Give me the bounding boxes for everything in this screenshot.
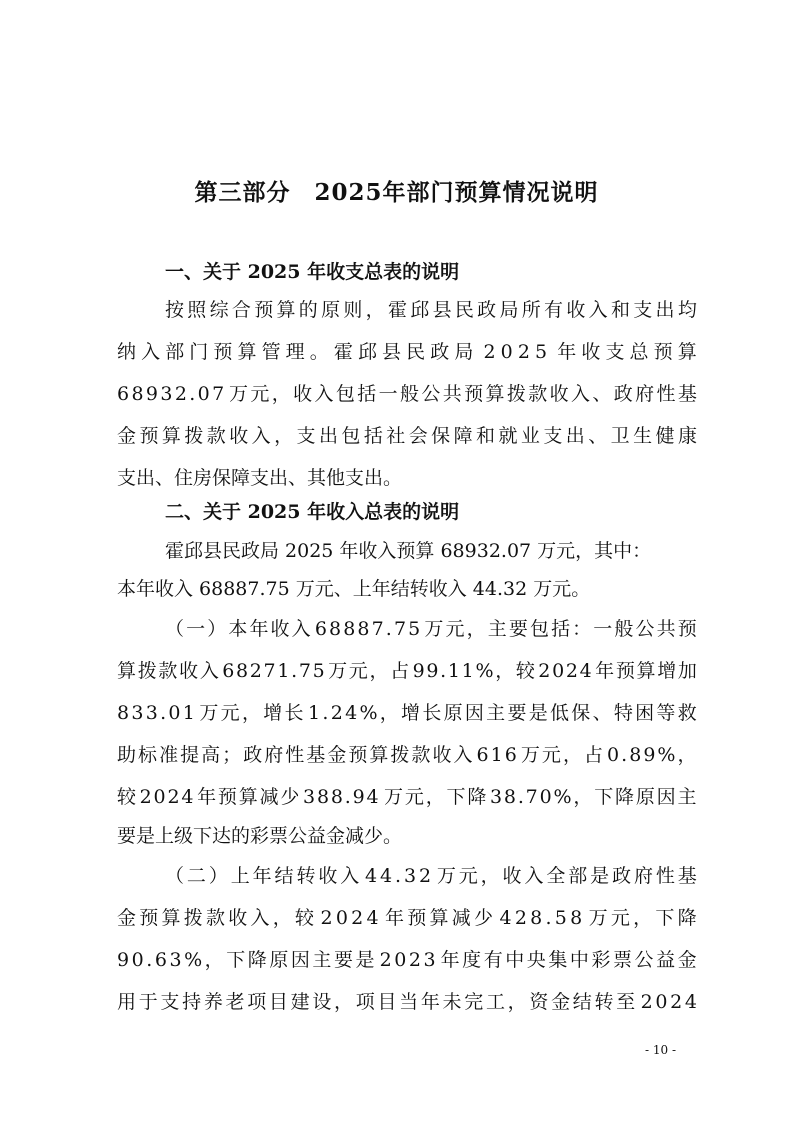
page-number: - 10 - [644, 1043, 676, 1057]
paragraph-line: 要是上级下达的彩票公益金减少。 [117, 825, 403, 847]
paragraph-line: （ 一 ） 本 年 收 入 6 8 8 8 7 . 7 5 万 元 ， 主 要 包 括 ： 一 般 公 共 预 [165, 618, 697, 640]
paragraph-line: 8 3 3 . 0 1 万 元 ， 增 长 1 . 2 4 % ， 增 长 原 因 主 要 是 低 保 、 特 困 等 救 [117, 702, 697, 724]
paragraph-line: 金 预 算 拨 款 收 入 ， 支 出 包 括 社 会 保 障 和 就 业 支 出 、 卫 生 健 康 [117, 425, 697, 447]
paragraph-line: 本年收入 68887.75 万元、上年结转收入 44.32 万元。 [117, 578, 591, 600]
paragraph-line: 较 2 0 2 4 年 预 算 减 少 3 8 8 . 9 4 万 元 ， 下 降 3 8 . 7 0 % ， 下 降 原 因 主 [117, 786, 697, 808]
section-heading-1: 一、关于 2025 年收支总表的说明 [165, 261, 460, 283]
paragraph-line: 纳 入 部 门 预 算 管 理 。 霍 邱 县 民 政 局 2 0 2 5 年 收 支 总 预 算 [117, 341, 697, 363]
paragraph-line: 按 照 综 合 预 算 的 原 则 ， 霍 邱 县 民 政 局 所 有 收 入 和 支 出 均 [165, 299, 697, 321]
paragraph-line: 算 拨 款 收 入 6 8 2 7 1 . 7 5 万 元 ， 占 9 9 . 1 1 % ， 较 2 0 2 4 年 预 算 增 加 [117, 660, 697, 682]
paragraph-line: 用 于 支 持 养 老 项 目 建 设 ， 项 目 当 年 未 完 工 ， 资 金 结 转 至 2 0 2 4 [117, 991, 697, 1013]
paragraph-line: 助 标 准 提 高 ； 政 府 性 基 金 预 算 拨 款 收 入 6 1 6 万 元 ， 占 0 . 8 9 % ， [117, 744, 697, 766]
paragraph-line: 霍邱县民政局 2025 年收入预算 68932.07 万元，其中： [165, 540, 652, 562]
paragraph-line: 9 0 . 6 3 % ， 下 降 原 因 主 要 是 2 0 2 3 年 度 有 中 央 集 中 彩 票 公 益 金 [117, 949, 697, 971]
section-heading-2: 二、关于 2025 年收入总表的说明 [165, 501, 460, 523]
paragraph-line: （ 二 ） 上 年 结 转 收 入 4 4 . 3 2 万 元 ， 收 入 全 部 是 政 府 性 基 [165, 865, 697, 887]
paragraph-line: 支出、住房保障支出、其他支出。 [117, 467, 403, 489]
page-title: 第三部分 2025年部门预算情况说明 [194, 179, 599, 206]
paragraph-line: 金 预 算 拨 款 收 入 ， 较 2 0 2 4 年 预 算 减 少 4 2 8 . 5 8 万 元 ， 下 降 [117, 907, 697, 929]
paragraph-line: 6 8 9 3 2 . 0 7 万 元 ， 收 入 包 括 一 般 公 共 预 算 拨 款 收 入 、 政 府 性 基 [117, 383, 697, 405]
